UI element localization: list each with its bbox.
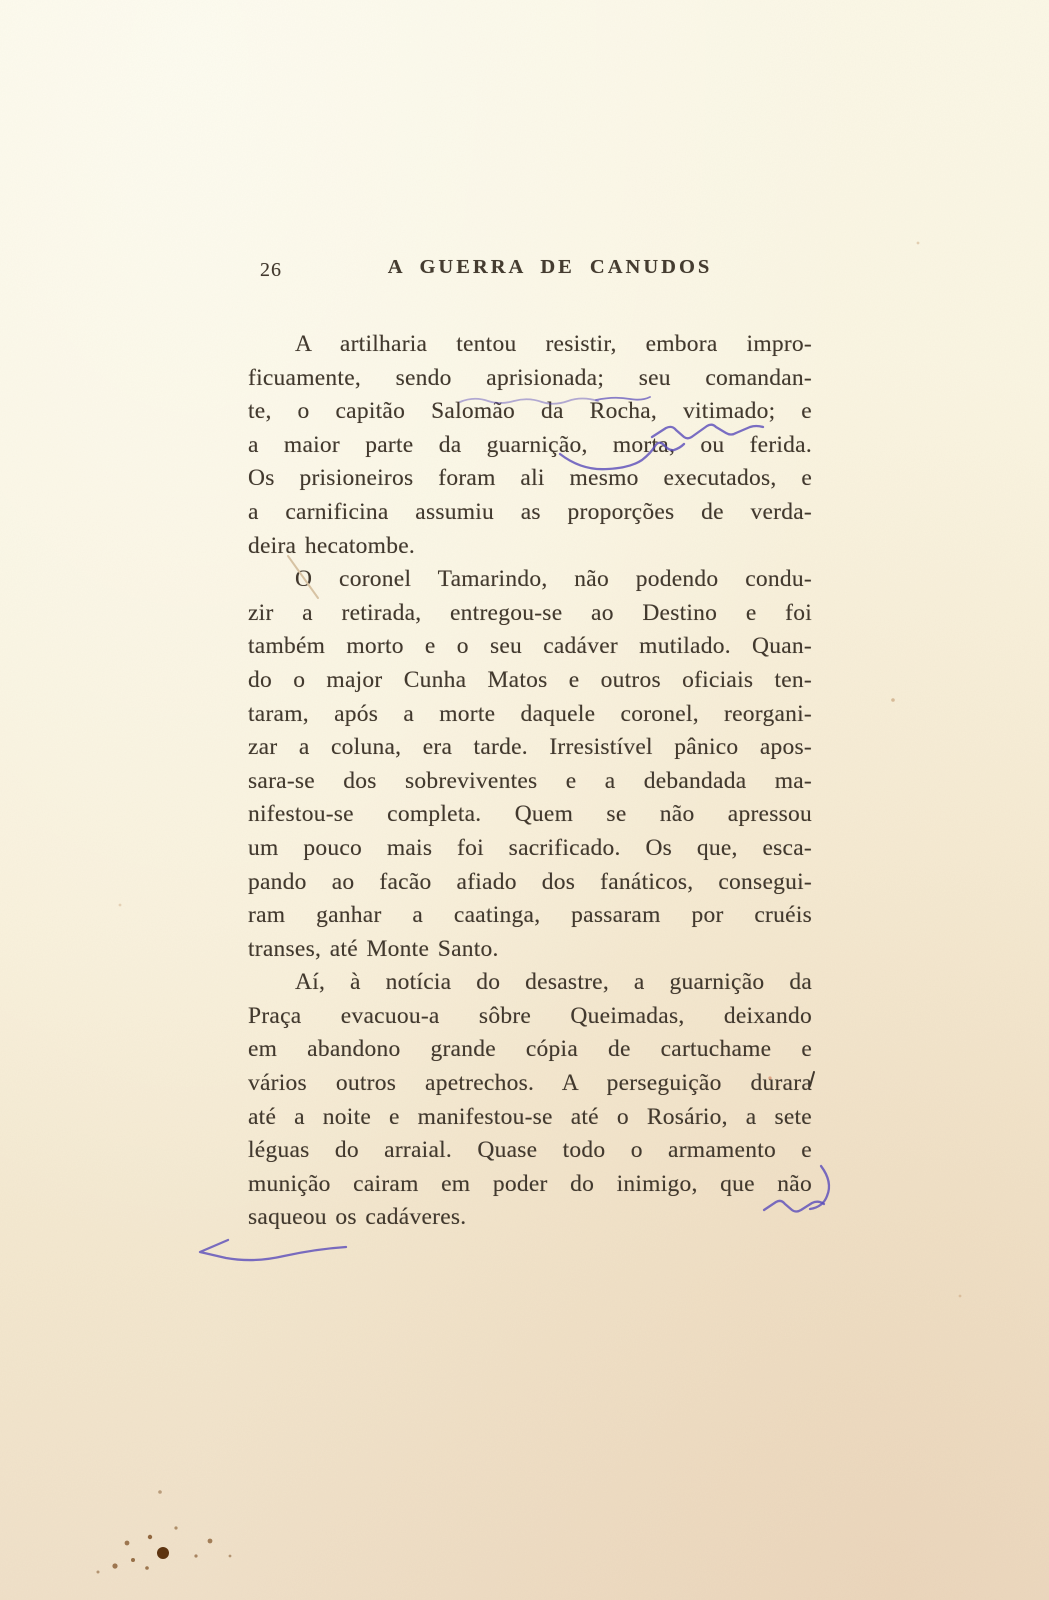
text-line: um pouco mais foi sacrificado. Os que, esca-: [248, 834, 812, 861]
text-line: a carnificina assumiu as proporções de verda-: [248, 498, 812, 525]
text-line: sara-se dos sobreviventes e a debandada ma-: [248, 767, 812, 794]
text-line: ficuamente, sendo aprisionada; seu comandan-: [248, 364, 812, 391]
page-header: [248, 256, 812, 286]
text-line: Os prisioneiros foram ali mesmo executados, e: [248, 465, 812, 492]
pen-underline-saqueou-icon: [200, 1240, 346, 1260]
text-line: léguas do arraial. Quase todo o armamento e: [248, 1137, 812, 1164]
text-line: Praça evacuou-a sôbre Queimadas, deixando: [248, 1002, 812, 1029]
text-line: do o major Cunha Matos e outros oficiais ten-: [248, 666, 812, 693]
page-number: 26: [260, 259, 282, 281]
text-line: vários outros apetrechos. A perseguição durara: [248, 1070, 812, 1097]
text-line: em abandono grande cópia de cartuchame e: [248, 1036, 812, 1063]
running-title: A GUERRA DE CANUDOS: [387, 256, 713, 278]
text-line: deira hecatombe.: [248, 532, 415, 559]
body-text: [248, 328, 812, 1235]
text-line: pando ao facão afiado dos fanáticos, consegui-: [248, 868, 812, 895]
text-line: saqueou os cadáveres.: [248, 1204, 467, 1231]
text-line: zar a coluna, era tarde. Irresistível pânico apos-: [248, 734, 812, 761]
text-line: nifestou-se completa. Quem se não apressou: [248, 801, 812, 828]
text-line: até a noite e manifestou-se até o Rosário, a sete: [248, 1103, 812, 1130]
text-line: ram ganhar a caatinga, passaram por cruéis: [248, 902, 812, 929]
text-line: te, o capitão Salomão da Rocha, vitimado; e: [248, 398, 812, 425]
text-line: taram, após a morte daquele coronel, reorgani-: [248, 700, 812, 727]
text-line: munição cairam em poder do inimigo, que não: [248, 1170, 812, 1197]
text-line: transes, até Monte Santo.: [248, 935, 499, 962]
text-line: zir a retirada, entregou-se ao Destino e foi: [248, 599, 812, 626]
text-line: O coronel Tamarindo, não podendo condu-: [295, 566, 812, 593]
foxing-stains-icon: [97, 1490, 232, 1573]
text-line: A artilharia tentou resistir, embora impro-: [295, 331, 812, 357]
text-line: a maior parte da guarnição, morta, ou ferida.: [248, 431, 812, 458]
pen-bracket-nao-icon: [810, 1166, 829, 1209]
text-line: também morto e o seu cadáver mutilado. Quan-: [248, 633, 812, 660]
text-line: Aí, à notícia do desastre, a guarnição da: [295, 969, 812, 996]
